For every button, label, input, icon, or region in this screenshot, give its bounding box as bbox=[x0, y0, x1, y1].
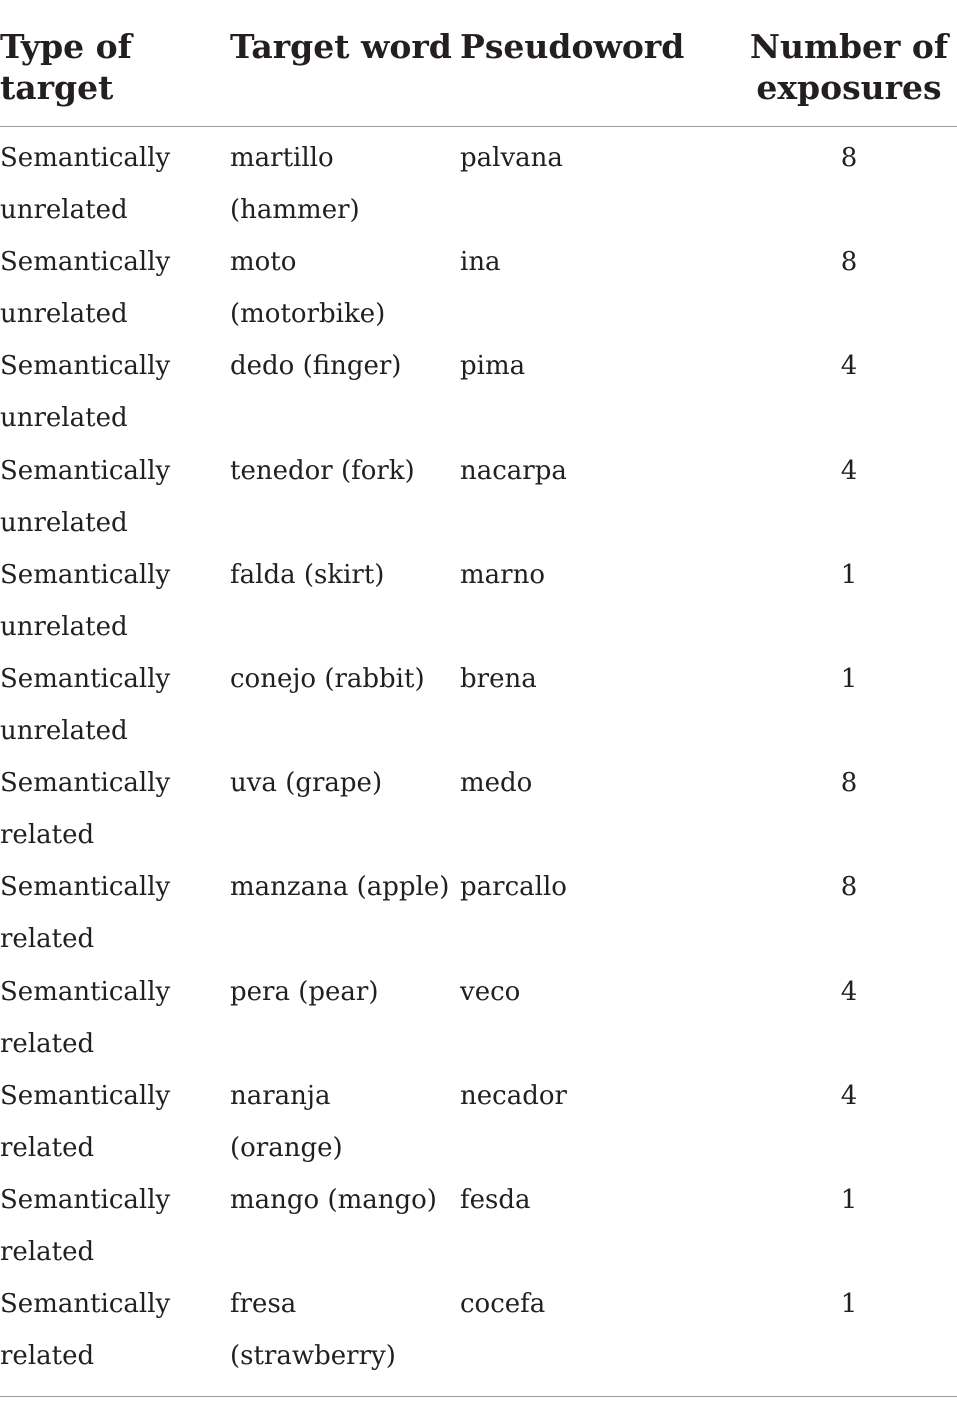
target-word-cell: mango (mango) bbox=[230, 1184, 437, 1215]
type-of-target-cell: Semantically related bbox=[0, 1080, 171, 1163]
exposures-cell: 1 bbox=[840, 663, 858, 694]
header-pseudoword: Pseudoword bbox=[460, 27, 685, 66]
pseudoword-cell: ina bbox=[460, 247, 501, 278]
exposures-cell: 4 bbox=[840, 1080, 858, 1111]
pseudoword-cell: nacarpa bbox=[460, 455, 567, 486]
pseudoword-cell: marno bbox=[460, 559, 545, 590]
type-of-target-cell: Semantically unrelated bbox=[0, 247, 171, 330]
exposures-cell: 1 bbox=[840, 559, 858, 590]
table-row bbox=[0, 752, 957, 856]
table-row bbox=[0, 856, 957, 960]
exposures-cell: 8 bbox=[840, 768, 858, 799]
exposures-cell: 1 bbox=[840, 1289, 858, 1320]
table-row bbox=[0, 335, 957, 439]
target-word-cell: fresa (strawberry) bbox=[230, 1289, 396, 1372]
table-header bbox=[0, 0, 957, 127]
type-of-target-cell: Semantically unrelated bbox=[0, 455, 171, 538]
pseudoword-cell: veco bbox=[460, 976, 521, 1007]
target-word-cell: falda (skirt) bbox=[230, 559, 385, 590]
table-row bbox=[0, 127, 957, 231]
table-bottom-rule bbox=[0, 1396, 957, 1397]
type-of-target-cell: Semantically related bbox=[0, 976, 171, 1059]
table-row bbox=[0, 231, 957, 335]
pseudoword-cell: pima bbox=[460, 351, 526, 382]
target-word-cell: tenedor (fork) bbox=[230, 455, 415, 486]
type-of-target-cell: Semantically related bbox=[0, 768, 171, 851]
target-word-cell: moto (motorbike) bbox=[230, 247, 386, 330]
table-row bbox=[0, 1273, 957, 1377]
table-row bbox=[0, 961, 957, 1065]
table-row bbox=[0, 1065, 957, 1169]
target-word-cell: manzana (apple) bbox=[230, 872, 450, 903]
target-word-cell: pera (pear) bbox=[230, 976, 379, 1007]
pseudoword-cell: fesda bbox=[460, 1184, 531, 1215]
target-word-cell: uva (grape) bbox=[230, 768, 383, 799]
table-row bbox=[0, 648, 957, 752]
pseudoword-cell: brena bbox=[460, 663, 537, 694]
header-type-of-target: Type of target bbox=[0, 27, 132, 107]
pseudoword-cell: parcallo bbox=[460, 872, 567, 903]
type-of-target-cell: Semantically unrelated bbox=[0, 351, 171, 434]
pseudoword-cell: necador bbox=[460, 1080, 567, 1111]
exposures-cell: 8 bbox=[840, 247, 858, 278]
table-row bbox=[0, 1169, 957, 1273]
header-target-word: Target word bbox=[230, 27, 452, 66]
type-of-target-cell: Semantically unrelated bbox=[0, 143, 171, 225]
table-row bbox=[0, 544, 957, 648]
exposures-cell: 8 bbox=[840, 872, 858, 903]
target-word-cell: conejo (rabbit) bbox=[230, 663, 425, 694]
type-of-target-cell: Semantically related bbox=[0, 1289, 171, 1372]
table-row bbox=[0, 440, 957, 544]
exposures-cell: 4 bbox=[840, 455, 858, 486]
target-word-cell: naranja (orange) bbox=[230, 1080, 343, 1163]
target-word-cell: martillo (hammer) bbox=[230, 143, 360, 225]
pseudoword-cell: medo bbox=[460, 768, 533, 799]
table-body bbox=[0, 127, 957, 1377]
type-of-target-cell: Semantically related bbox=[0, 1184, 171, 1267]
type-of-target-cell: Semantically unrelated bbox=[0, 559, 171, 642]
exposures-cell: 1 bbox=[840, 1184, 858, 1215]
pseudoword-cell: palvana bbox=[460, 143, 563, 173]
exposures-cell: 4 bbox=[840, 976, 858, 1007]
exposures-cell: 8 bbox=[840, 143, 858, 173]
type-of-target-cell: Semantically unrelated bbox=[0, 663, 171, 746]
type-of-target-cell: Semantically related bbox=[0, 872, 171, 955]
header-number-of-exposures: Number of exposures bbox=[749, 27, 949, 107]
exposures-cell: 4 bbox=[840, 351, 858, 382]
target-word-cell: dedo (finger) bbox=[230, 351, 402, 382]
pseudoword-cell: cocefa bbox=[460, 1289, 546, 1320]
